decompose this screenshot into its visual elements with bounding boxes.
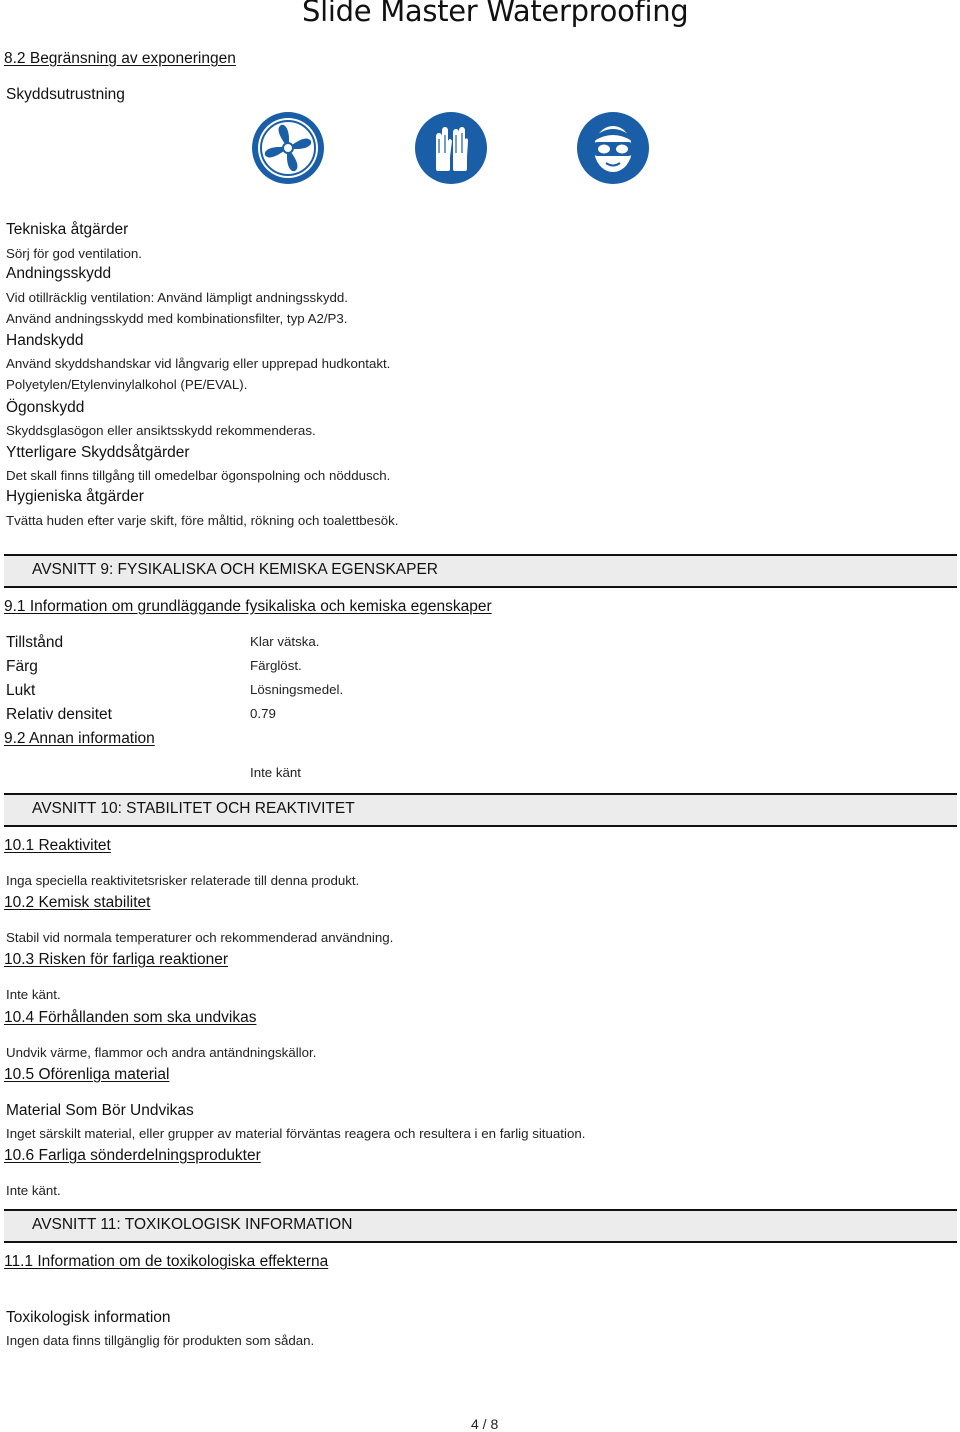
toxicological-info-heading: Toxikologisk information	[6, 1309, 171, 1326]
section-10-bar	[4, 793, 957, 827]
respiratory-text-1: Vid otillräcklig ventilation: Använd lämpligt andningsskydd.	[6, 290, 348, 305]
prop-value-odor: Lösningsmedel.	[250, 682, 344, 697]
other-info-value: Inte känt	[250, 765, 302, 780]
section-9-title: AVSNITT 9: FYSIKALISKA OCH KEMISKA EGENSKAPER	[32, 561, 439, 578]
section-10-5-text: Inget särskilt material, eller grupper av material förväntas reagera och resultera i en farlig situation.	[6, 1126, 586, 1141]
section-10-2-heading: 10.2 Kemisk stabilitet	[4, 894, 151, 911]
section-9-2-heading: 9.2 Annan information	[4, 730, 155, 747]
hygiene-text: Tvätta huden efter varje skift, före måltid, rökning och toalettbesök.	[6, 513, 399, 528]
goggles-icon	[576, 111, 650, 185]
prop-value-color: Färglöst.	[250, 658, 302, 673]
hygiene-heading: Hygieniska åtgärder	[6, 488, 144, 505]
toxicological-info-text: Ingen data finns tillgänglig för produkten som sådan.	[6, 1333, 315, 1348]
additional-measures-text: Det skall finns tillgång till omedelbar ögonspolning och nöddusch.	[6, 468, 391, 483]
section-10-6-text: Inte känt.	[6, 1183, 61, 1198]
hand-protection-heading: Handskydd	[6, 332, 84, 349]
section-10-1-text: Inga speciella reaktivitetsrisker relaterade till denna produkt.	[6, 873, 360, 888]
prop-value-state: Klar vätska.	[250, 634, 320, 649]
section-10-3-heading: 10.3 Risken för farliga reaktioner	[4, 951, 229, 968]
section-9-1-heading: 9.1 Information om grundläggande fysikaliska och kemiska egenskaper	[4, 598, 492, 615]
eye-protection-text: Skyddsglasögon eller ansiktsskydd rekommenderas.	[6, 423, 316, 438]
document-title: Slide Master Waterproofing	[302, 0, 689, 28]
respiratory-heading: Andningsskydd	[6, 265, 112, 282]
eye-protection-heading: Ögonskydd	[6, 399, 85, 416]
gloves-icon	[414, 111, 488, 185]
technical-measures-heading: Tekniska åtgärder	[6, 221, 129, 238]
section-10-4-heading: 10.4 Förhållanden som ska undvikas	[4, 1009, 257, 1026]
section-11-bar	[4, 1209, 957, 1243]
ppe-label: Skyddsutrustning	[6, 86, 125, 103]
section-9-bar	[4, 554, 957, 588]
technical-measures-text: Sörj för god ventilation.	[6, 246, 143, 261]
respiratory-text-2: Använd andningsskydd med kombinationsfilter, typ A2/P3.	[6, 311, 348, 326]
section-10-title: AVSNITT 10: STABILITET OCH REAKTIVITET	[32, 800, 355, 817]
section-8-2-heading: 8.2 Begränsning av exponeringen	[4, 50, 236, 67]
section-10-2-text: Stabil vid normala temperaturer och rekommenderad användning.	[6, 930, 394, 945]
page-number: 4 / 8	[471, 1416, 499, 1432]
incompatible-materials-heading: Material Som Bör Undvikas	[6, 1102, 194, 1119]
prop-label-color: Färg	[6, 658, 38, 675]
prop-value-density: 0.79	[250, 706, 276, 721]
additional-measures-heading: Ytterligare Skyddsåtgärder	[6, 444, 190, 461]
hand-protection-text-1: Använd skyddshandskar vid långvarig eller upprepad hudkontakt.	[6, 356, 391, 371]
ventilation-icon	[251, 111, 325, 185]
prop-label-state: Tillstånd	[6, 634, 64, 651]
prop-label-density: Relativ densitet	[6, 706, 112, 723]
section-11-title: AVSNITT 11: TOXIKOLOGISK INFORMATION	[32, 1216, 353, 1233]
section-10-3-text: Inte känt.	[6, 987, 61, 1002]
section-10-6-heading: 10.6 Farliga sönderdelningsprodukter	[4, 1147, 261, 1164]
section-10-4-text: Undvik värme, flammor och andra antändningskällor.	[6, 1045, 317, 1060]
hand-protection-text-2: Polyetylen/Etylenvinylalkohol (PE/EVAL).	[6, 377, 248, 392]
section-10-1-heading: 10.1 Reaktivitet	[4, 837, 111, 854]
prop-label-odor: Lukt	[6, 682, 36, 699]
section-10-5-heading: 10.5 Oförenliga material	[4, 1066, 170, 1083]
section-11-1-heading: 11.1 Information om de toxikologiska effekterna	[4, 1253, 329, 1270]
